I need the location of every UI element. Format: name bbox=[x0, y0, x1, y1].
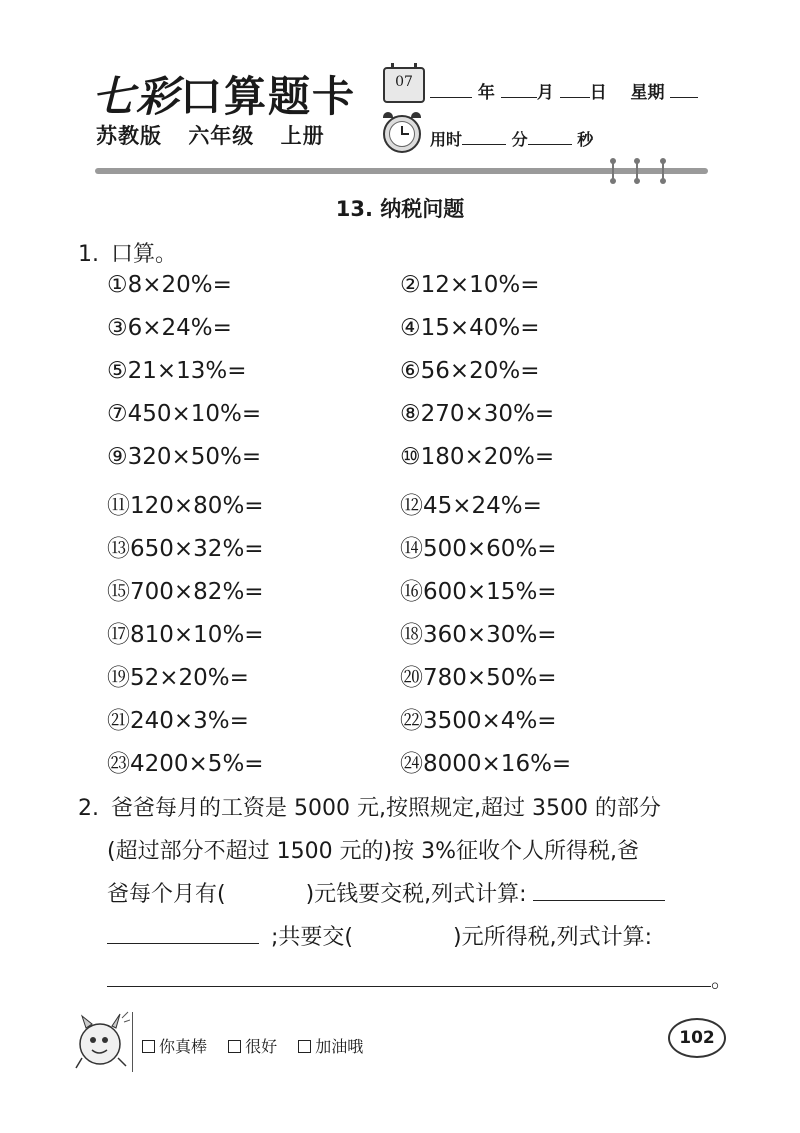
checkbox-icon[interactable] bbox=[142, 1040, 155, 1053]
problem-item: ⑳780×50%= bbox=[400, 665, 557, 691]
edition-label: 苏教版 bbox=[96, 124, 162, 148]
seconds-label: 秒 bbox=[577, 130, 594, 149]
problem-item: ㉒3500×4%= bbox=[400, 708, 557, 734]
formula-answer-line-1[interactable] bbox=[533, 899, 665, 901]
problem-item: ⑪120×80%= bbox=[107, 493, 264, 519]
year-blank[interactable] bbox=[430, 96, 472, 98]
problem-item: ④15×40%= bbox=[400, 315, 540, 341]
problem-item: ㉑240×3%= bbox=[107, 708, 249, 734]
year-label: 年 bbox=[477, 83, 495, 103]
question-2-text-3b: )元钱要交税,列式计算: bbox=[305, 882, 527, 907]
checkbox-icon[interactable] bbox=[298, 1040, 311, 1053]
binder-ring-icon bbox=[660, 158, 666, 184]
question-2-end: 。 bbox=[711, 968, 734, 993]
brand-prefix: 七彩 bbox=[92, 72, 181, 121]
mascot-illustration bbox=[72, 1008, 130, 1072]
problem-item: ⑨320×50%= bbox=[107, 444, 262, 470]
header-divider bbox=[95, 168, 708, 174]
problem-item: ⑬650×32%= bbox=[107, 536, 264, 562]
problem-item: ⑥56×20%= bbox=[400, 358, 540, 384]
section-title: 13. 纳税问题 bbox=[335, 197, 465, 221]
date-line bbox=[430, 78, 698, 103]
footer-divider bbox=[132, 1012, 133, 1072]
formula-answer-line-2[interactable] bbox=[107, 985, 711, 987]
problem-item: ⑮700×82%= bbox=[107, 579, 264, 605]
minutes-blank[interactable] bbox=[462, 143, 506, 145]
checkbox-icon[interactable] bbox=[228, 1040, 241, 1053]
rating-option-great[interactable]: 你真棒 bbox=[142, 1037, 207, 1056]
problem-item: ⑯600×15%= bbox=[400, 579, 557, 605]
question-2-text-4a: ;共要交( bbox=[271, 925, 353, 950]
time-used-label: 用时 bbox=[430, 130, 463, 149]
problem-item: ⑫45×24%= bbox=[400, 493, 542, 519]
brand-suffix: 口算题卡 bbox=[180, 72, 357, 121]
seconds-blank[interactable] bbox=[528, 143, 572, 145]
problem-item: ③6×24%= bbox=[107, 315, 232, 341]
formula-answer-line-1-cont[interactable] bbox=[107, 942, 259, 944]
binder-ring-icon bbox=[634, 158, 640, 184]
minutes-label: 分 bbox=[511, 130, 528, 149]
problem-item: ㉓4200×5%= bbox=[107, 751, 264, 777]
self-rating bbox=[142, 1034, 379, 1057]
volume-label: 上册 bbox=[280, 124, 325, 148]
question-2-line-1 bbox=[78, 791, 661, 822]
problem-item: ⑱360×30%= bbox=[400, 622, 557, 648]
subtitle bbox=[96, 120, 343, 150]
rating-option-keep-going[interactable]: 加油哦 bbox=[298, 1037, 363, 1056]
month-blank[interactable] bbox=[501, 96, 537, 98]
question-1-title: 口算。 bbox=[111, 242, 178, 267]
problem-item: ②12×10%= bbox=[400, 272, 540, 298]
question-2-line-4 bbox=[107, 920, 652, 951]
time-line bbox=[430, 127, 593, 150]
problem-item: ⑲52×20%= bbox=[107, 665, 249, 691]
rating-option-good[interactable]: 很好 bbox=[228, 1037, 277, 1056]
problem-item: ⑦450×10%= bbox=[107, 401, 262, 427]
day-blank[interactable] bbox=[560, 96, 590, 98]
problem-item: ⑧270×30%= bbox=[400, 401, 555, 427]
question-1-number: 1. bbox=[78, 242, 99, 267]
weekday-label: 星期 bbox=[630, 83, 665, 103]
problem-item: ⑰810×10%= bbox=[107, 622, 264, 648]
problem-item: ⑩180×20%= bbox=[400, 444, 555, 470]
question-2-number: 2. bbox=[78, 796, 99, 821]
grade-label: 六年级 bbox=[188, 124, 255, 148]
brand-title bbox=[92, 64, 356, 124]
problem-item: ⑭500×60%= bbox=[400, 536, 557, 562]
page-number: 102 bbox=[668, 1018, 726, 1058]
calendar-icon bbox=[383, 67, 425, 103]
problem-item: ①8×20%= bbox=[107, 272, 232, 298]
weekday-blank[interactable] bbox=[670, 96, 698, 98]
alarm-clock-icon bbox=[383, 115, 421, 153]
question-2-text-3a: 爸每个月有( bbox=[107, 882, 226, 907]
question-2-text-1: 爸爸每月的工资是 5000 元,按照规定,超过 3500 的部分 bbox=[111, 796, 661, 821]
problem-item: ㉔8000×16%= bbox=[400, 751, 572, 777]
problem-item: ⑤21×13%= bbox=[107, 358, 247, 384]
question-2-line-2: (超过部分不超过 1500 元的)按 3%征收个人所得税,爸 bbox=[107, 839, 640, 864]
calendar-day: 07 bbox=[395, 74, 413, 90]
binder-ring-icon bbox=[610, 158, 616, 184]
question-2-text-4b: )元所得税,列式计算: bbox=[453, 925, 652, 950]
month-label: 月 bbox=[536, 83, 554, 103]
question-1-heading bbox=[78, 237, 177, 268]
question-2-line-5 bbox=[107, 963, 733, 994]
day-label: 日 bbox=[589, 83, 607, 103]
question-2-line-3 bbox=[107, 877, 665, 908]
